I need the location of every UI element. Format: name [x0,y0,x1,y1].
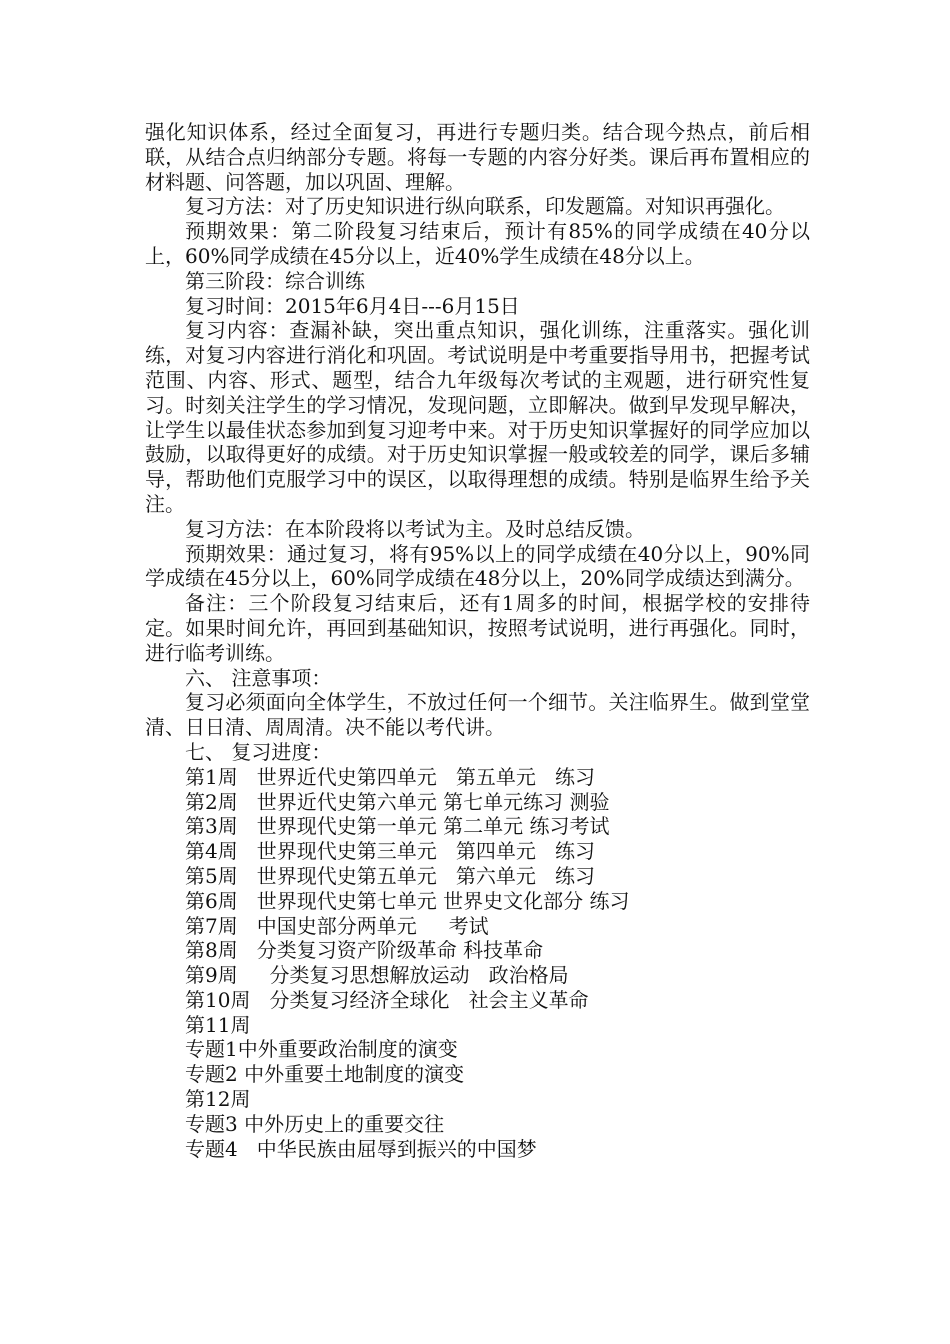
schedule-item: 第11周 [185,1012,251,1037]
schedule-item: 第3周 世界现代史第一单元 第二单元 练习考试 [185,814,610,839]
paragraph-stage-3-content: 复习内容：查漏补缺，突出重点知识，强化训练，注重落实。强化训练，对复习内容进行消化和巩固。考试说明是中考重要指导用书，把握考试范围、内容、形式、题型，结合九年级每次考试的主观题，进行研究性复习。时刻关注学生的学习情况，发现问题，立即解决。做到早发现早解决，让学生以最佳状态参加到复习迎考中来。对于历史知识掌握好的同学应加以鼓励，以取得更好的成绩。对于历史知识掌握一般或较差的同学，课后多辅导，帮助他们克服学习中的误区，以取得理想的成绩。特别是临界生给予关注。 [145,318,810,516]
schedule-item: 第4周 世界现代史第三单元 第四单元 练习 [185,839,595,864]
schedule-item: 第12周 [185,1087,251,1112]
schedule-item: 第1周 世界近代史第四单元 第五单元 练习 [185,764,595,789]
schedule-item: 第5周 世界现代史第五单元 第六单元 练习 [185,863,595,888]
schedule-item: 第8周 分类复习资产阶级革命 科技革命 [185,938,544,963]
schedule-item: 专题3 中外历史上的重要交往 [185,1111,445,1136]
schedule-item: 第7周 中国史部分两单元 考试 [185,913,489,938]
paragraph-remarks: 备注：三个阶段复习结束后，还有1周多的时间，根据学校的安排待定。如果时间允许，再回到基础知识，按照考试说明，进行再强化。同时，进行临考训练。 [145,591,810,665]
schedule-item: 专题4 中华民族由屈辱到振兴的中国梦 [185,1136,537,1161]
paragraph-stage-3-title: 第三阶段：综合训练 [185,268,365,293]
paragraph-review-system: 强化知识体系，经过全面复习，再进行专题归类。结合现今热点，前后相联，从结合点归纳部分专题。将每一专题的内容分好类。课后再布置相应的材料题、问答题，加以巩固、理解。 [145,120,810,194]
schedule-item: 第10周 分类复习经济全球化 社会主义革命 [185,987,589,1012]
paragraph-stage-3-effect: 预期效果：通过复习，将有95%以上的同学成绩在40分以上，90%同学成绩在45分以上，60%同学成绩在48分以上，20%同学成绩达到满分。 [145,541,810,591]
schedule-item: 第2周 世界近代史第六单元 第七单元练习 测验 [185,789,610,814]
schedule-list [145,765,810,1162]
schedule-item: 第6周 世界现代史第七单元 世界史文化部分 练习 [185,888,630,913]
schedule-item: 专题2 中外重要土地制度的演变 [185,1062,465,1087]
paragraph-stage-3-time: 复习时间：2015年6月4日---6月15日 [185,293,520,318]
paragraph-notes: 复习必须面向全体学生，不放过任何一个细节。关注临界生。做到堂堂清、日日清、周周清。决不能以考代讲。 [145,690,810,740]
paragraph-expected-effect-2: 预期效果：第二阶段复习结束后，预计有85%的同学成绩在40分以上，60%同学成绩在45分以上，近40%学生成绩在48分以上。 [145,219,810,268]
schedule-item: 第9周 分类复习思想解放运动 政治格局 [185,963,569,988]
schedule-item: 专题1中外重要政治制度的演变 [185,1037,458,1062]
paragraph-stage-3-method: 复习方法：在本阶段将以考试为主。及时总结反馈。 [185,516,645,541]
document-body [145,120,810,1161]
paragraph-review-method-2: 复习方法：对了历史知识进行纵向联系，印发题篇。对知识再强化。 [185,194,785,219]
section-heading-progress: 七、 复习进度： [185,739,332,764]
section-heading-notes: 六、 注意事项： [185,665,332,690]
